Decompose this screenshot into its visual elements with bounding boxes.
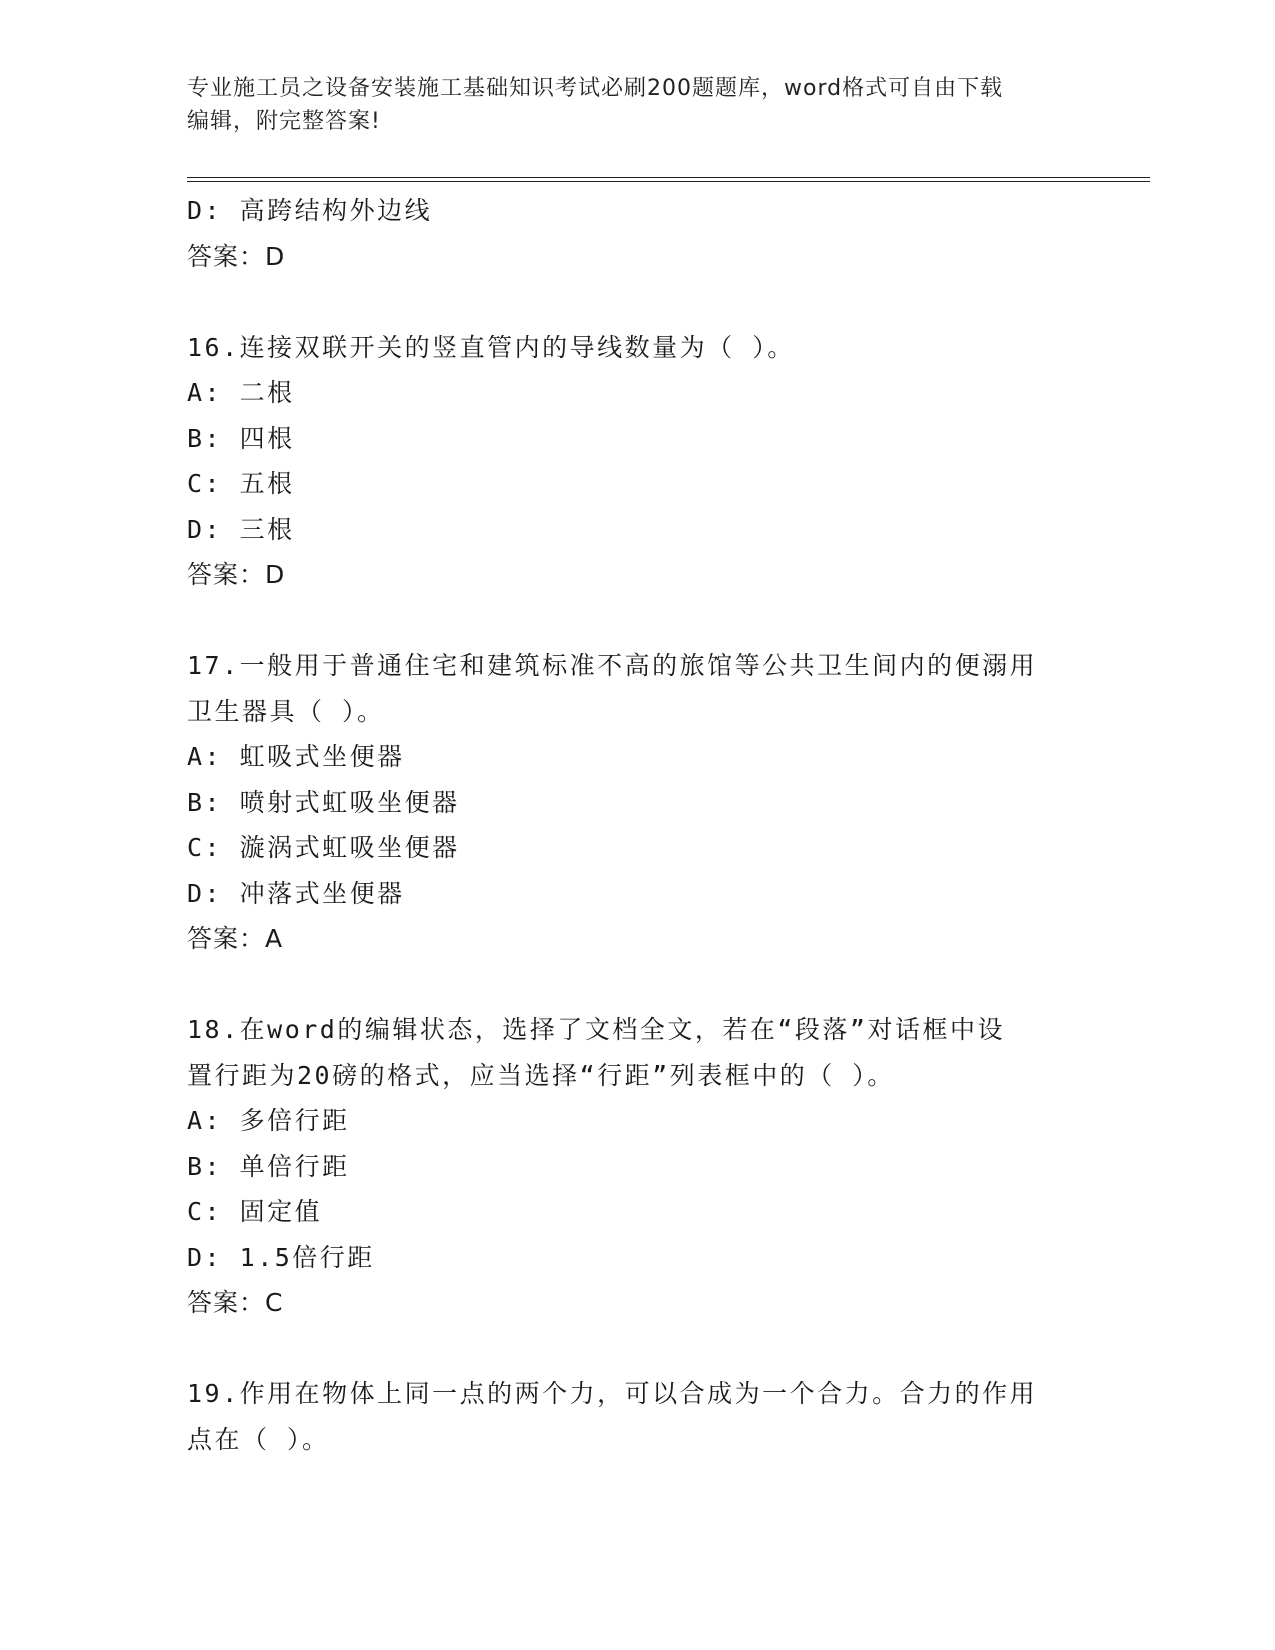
question-18-answer: 答案：C (187, 1288, 284, 1317)
question-16-option-c: C: 五根 (187, 469, 295, 498)
question-17-option-a: A: 虹吸式坐便器 (187, 742, 405, 771)
question-19-text-line-2: 点在（ ）。 (187, 1424, 330, 1454)
question-19-text-line-1: 19.作用在物体上同一点的两个力，可以合成为一个合力。合力的作用 (187, 1379, 1038, 1408)
header-rule-top (187, 177, 1150, 178)
answer: 答案：D (187, 241, 286, 271)
document-header (187, 72, 1067, 138)
question-18-text-line-1: 18.在word的编辑状态，选择了文档全文，若在“段落”对话框中设 (187, 1015, 1005, 1044)
question-16-option-a: A: 二根 (187, 378, 295, 407)
question-18-option-a: A: 多倍行距 (187, 1106, 350, 1135)
question-18-option-d: D: 1.5倍行距 (187, 1242, 375, 1272)
spacer (187, 962, 1087, 1008)
option-d: D: 高跨结构外边线 (187, 196, 433, 225)
header-line-1: 专业施工员之设备安装施工基础知识考试必刷200题题库，word格式可自由下载 (187, 76, 1004, 101)
question-17-text-line-2: 卫生器具（ ）。 (187, 696, 385, 726)
question-18-option-b: B: 单倍行距 (187, 1151, 350, 1181)
question-17-option-b: B: 喷射式虹吸坐便器 (187, 787, 460, 817)
question-16-option-b: B: 四根 (187, 423, 295, 453)
spacer (187, 598, 1087, 644)
question-17-text-line-1: 17.一般用于普通住宅和建筑标准不高的旅馆等公共卫生间内的便溺用 (187, 651, 1038, 680)
question-17-answer: 答案：A (187, 924, 284, 953)
question-list (187, 188, 1087, 1462)
header-line-2: 编辑，附完整答案! (187, 109, 381, 134)
spacer (187, 279, 1087, 325)
question-16-answer: 答案：D (187, 560, 286, 589)
question-16-option-d: D: 三根 (187, 514, 295, 544)
header-rule-bottom (187, 181, 1150, 182)
question-16-text: 16.连接双联开关的竖直管内的导线数量为（ ）。 (187, 332, 795, 362)
question-18-text-line-2: 置行距为20磅的格式，应当选择“行距”列表框中的（ ）。 (187, 1060, 895, 1090)
question-17-option-c: C: 漩涡式虹吸坐便器 (187, 833, 460, 862)
spacer (187, 1326, 1087, 1372)
question-18-option-c: C: 固定值 (187, 1197, 323, 1226)
question-17-option-d: D: 冲落式坐便器 (187, 878, 405, 908)
